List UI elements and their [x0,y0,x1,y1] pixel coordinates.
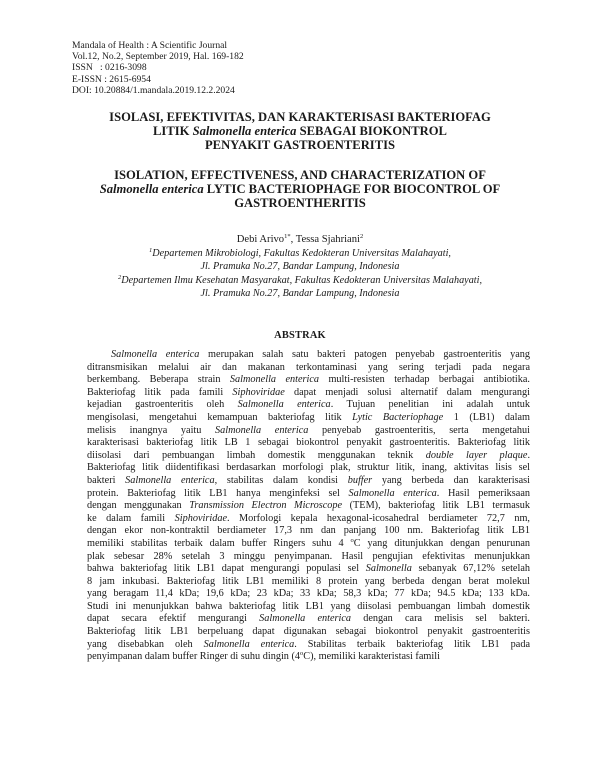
journal-name: Mandala of Health : A Scientific Journal [72,40,228,51]
degree-superscript: o [350,536,354,544]
abstract-line [87,551,530,564]
abstract-text: yang berbeda dan karakterisasi [372,474,530,486]
abstract-text: , stabilitas dalam kondisi [214,474,348,486]
abstract-line [87,462,530,475]
abstract-line [87,362,530,375]
journal-eissn: E-ISSN : 2615-6954 [72,73,151,85]
journal-issn: ISSN : 0216-3098 [72,62,147,74]
journal-volume: Vol.12, No.2, September 2019, Hal. 169-182 [72,51,244,63]
abstract-italic-term: Lytic Bacteriophage [352,411,444,423]
abstract-italic-term: Salmonella enterica [348,487,437,499]
abstract-italic-term: Salmonella enterica [259,613,352,625]
title-indonesian [60,110,540,153]
author-separator: , [290,234,296,245]
author-1: Debi Arivo [236,234,285,245]
abstract-text: dengan cara melisis sel bakteri. [351,613,530,625]
abstract-italic-term: Salmonella enterica [237,399,331,411]
abstract-line [87,412,530,425]
abstract-line [87,425,530,438]
abstract-text: diisolasi dari pembuangan limbah domestik menggunakan teknik [87,449,426,461]
title-en-line2-post: LYTIC BACTERIOPHAGE FOR BIOCONTROL OF [203,182,501,197]
affiliation-2 [60,275,540,300]
abstract-text: ditransmisikan melalui air dan makanan terkontaminasi yang sering terjadi pada negara [87,361,530,373]
title-english [60,168,540,211]
abstract-italic-term: Salmonella [365,563,412,575]
abstract-line [87,639,530,652]
abstract-line [87,588,530,601]
title-id-line2-post: SEBAGAI BIOKONTROL [296,124,447,139]
title-en-line3: GASTROENTHERITIS [234,196,366,211]
title-id-line3: PENYAKIT GASTROENTERITIS [204,138,396,153]
title-id-line1: ISOLASI, EFEKTIVITAS, DAN KARAKTERISASI BAKTERIOFAG [109,110,491,124]
abstract-italic-term: Salmonella enterica [229,374,320,386]
abstract-body [87,349,530,664]
abstract-text: dapat menjadi solusi alternatif dalam mengurangi [284,386,530,398]
abstract-text: 1 (LB1) dalam [443,411,530,423]
abstract-italic-term: Salmonella enterica [215,424,309,436]
abstract-text: protein. Bakteriofag litik LB1 hanya menginfeksi sel [87,487,349,499]
abstract-text: karakterisasi bakteriofag litik LB 1 sebagai biokontrol penyakit gastroenteritis. Bakteriofag litik [87,437,530,449]
title-en-line1: ISOLATION, EFFECTIVENESS, AND CHARACTERIZATION OF [114,168,486,182]
affiliation-1 [60,248,540,273]
abstract-line [87,387,530,400]
abstract-line [87,576,530,589]
abstract-text: multi-resisten terhadap berbagai antibiotika. [319,374,530,386]
author-2-marker: 2 [360,233,364,240]
affiliation-2-line1 [60,275,540,288]
abstract-text: . Morfologi kepala hexagonal-icosahedral berdiameter 72,7 nm, [227,512,530,524]
abstract-line [87,538,530,551]
abstract-line [87,613,530,626]
abstract-text: Bakteriofag litik pada famili [87,386,233,398]
abstract-text: (TEM), bakteriofag litik LB1 termasuk [342,500,530,512]
abstract-line [87,349,530,362]
abstract-text: ke dalam famili [87,512,175,524]
abstract-text: dapat secara efektif mengurangi [87,613,260,625]
abstract-text: penyebab gastroenteritis, serta mengetahui [308,424,530,436]
abstract-line [87,651,530,664]
abstract-line [87,513,530,526]
abstract-text: plak sebesar 28% setelah 3 minggu penyimpanan. Hasil pengujian efektivitas menunjukkan [87,550,530,562]
abstract-line [87,488,530,501]
abstract-text: C), memiliki karakteristasi famili [303,651,440,663]
affiliation-1-line1 [60,248,540,261]
abstract-line [87,437,530,450]
affiliation-2-line2: Jl. Pramuka No.27, Bandar Lampung, Indonesia [200,287,400,299]
title-id-line2 [60,124,540,138]
affiliation-2-marker: 2 [118,274,122,281]
abstract-text: dengan ekor non-kontraktil berdiameter 17,3 nm dan panjang 100 nm. Bakteriofag litik LB1 [87,525,530,537]
abstract-text: Studi ini menunjukkan bahwa bakteriofag litik LB1 yang diisolasi pembuangan limbah domestik [87,600,530,612]
abstract-italic-term: buffer [347,474,373,486]
abstract-text: sebanyak 67,12% setelah [411,563,530,575]
abstract-line [87,399,530,412]
title-en-line2 [60,182,540,196]
abstract-italic-term: Siphoviridae [232,386,285,398]
abstract-text: mengisolasi, mengetahui kemampuan bakteriofag litik [87,411,353,423]
abstract-line [87,475,530,488]
title-id-species: Salmonella enterica [192,124,297,139]
abstract-text: yang disebabkan oleh [87,638,204,650]
author-2: Tessa Sjahriani [295,234,360,245]
abstract-text: . Tujuan penelitian ini adalah untuk [330,399,530,411]
abstract-text: bahwa bakteriofag litik LB1 dapat mengurangi populasi sel [87,563,366,575]
abstract-text: berkembang. Beberapa strain [87,374,230,386]
abstract-text: Bakteriofag litik LB1 berpeluang dapat digunakan sebagai biokontrol penyakit gastroenteritis [87,626,530,638]
abstract-line [87,601,530,614]
abstract-text: . Hasil pemeriksaan [436,487,531,499]
abstract-line [87,500,530,513]
affiliation-1-line2: Jl. Pramuka No.27, Bandar Lampung, Indonesia [200,260,400,272]
abstract-text: merupakan salah satu bakteri patogen penyebab gastroenteritis yang [199,349,530,360]
abstract-line [87,450,530,463]
abstract-italic-term: Salmonella enterica [203,638,295,650]
abstract-text: Bakteriofag litik diidentifikasi berdasarkan morfologi plak, struktur litik, inang, aktivitas lisis sel [87,462,530,474]
abstract-italic-term: Transmission Electron Microscope [189,500,343,512]
abstract-italic-term: Salmonella enterica [125,474,215,486]
affiliation-2-text: Departemen Ilmu Kesehatan Masyarakat, Fakultas Kedokteran Universitas Malahayati, [121,275,482,286]
abstract-text: C yang ditunjukkan dengan penurunan [353,537,530,549]
title-id-line2-pre: LITIK [153,124,193,139]
abstract-text: 8 jam inkubasi. Bakteriofag litik LB1 memiliki 8 protein yang berbeda dengan berat molekul [87,575,530,587]
degree-superscript: o [300,650,304,658]
abstract-line [87,525,530,538]
affiliation-1-text: Departemen Mikrobiologi, Fakultas Kedokteran Universitas Malahayati, [152,248,451,259]
affiliation-1-marker: 1 [149,247,153,254]
abstract-italic-term: Salmonella enterica [111,349,200,360]
author-list [60,233,540,246]
abstract-text: . [527,449,530,461]
abstract-text: memiliki stabilitas terbaik dalam buffer Ringers suhu 4 [87,537,351,549]
journal-header [72,40,244,96]
abstract-text: melisis inangnya yaitu [87,424,216,436]
abstract-line [87,626,530,639]
abstract-line [87,374,530,387]
abstract-text: penyimpanan dalam buffer Ringer di suhu dingin (4 [87,651,301,663]
journal-doi: DOI: 10.20884/1.mandala.2019.12.2.2024 [72,84,235,96]
abstract-italic-term: Siphoviridae [174,512,227,524]
title-en-species: Salmonella enterica [99,182,204,197]
author-1-marker: 1* [284,233,291,240]
abstract-text: dengan menggunakan [87,500,190,512]
abstract-text: kejadian gastroenteritis oleh [87,399,238,411]
abstract-text: . Stabilitas terbaik bakteriofag litik LB1 pada [294,638,530,650]
abstract-line [87,563,530,576]
abstract-text: bakteri [87,474,126,486]
abstract-heading: ABSTRAK [274,330,326,341]
abstract-text: yang beragam 11,4 kDa; 19,6 kDa; 23 kDa; 33 kDa; 58,3 kDa; 77 kDa; 94.5 kDa; 133 kDa. [87,588,530,600]
abstract-italic-term: double layer plaque [425,449,528,461]
